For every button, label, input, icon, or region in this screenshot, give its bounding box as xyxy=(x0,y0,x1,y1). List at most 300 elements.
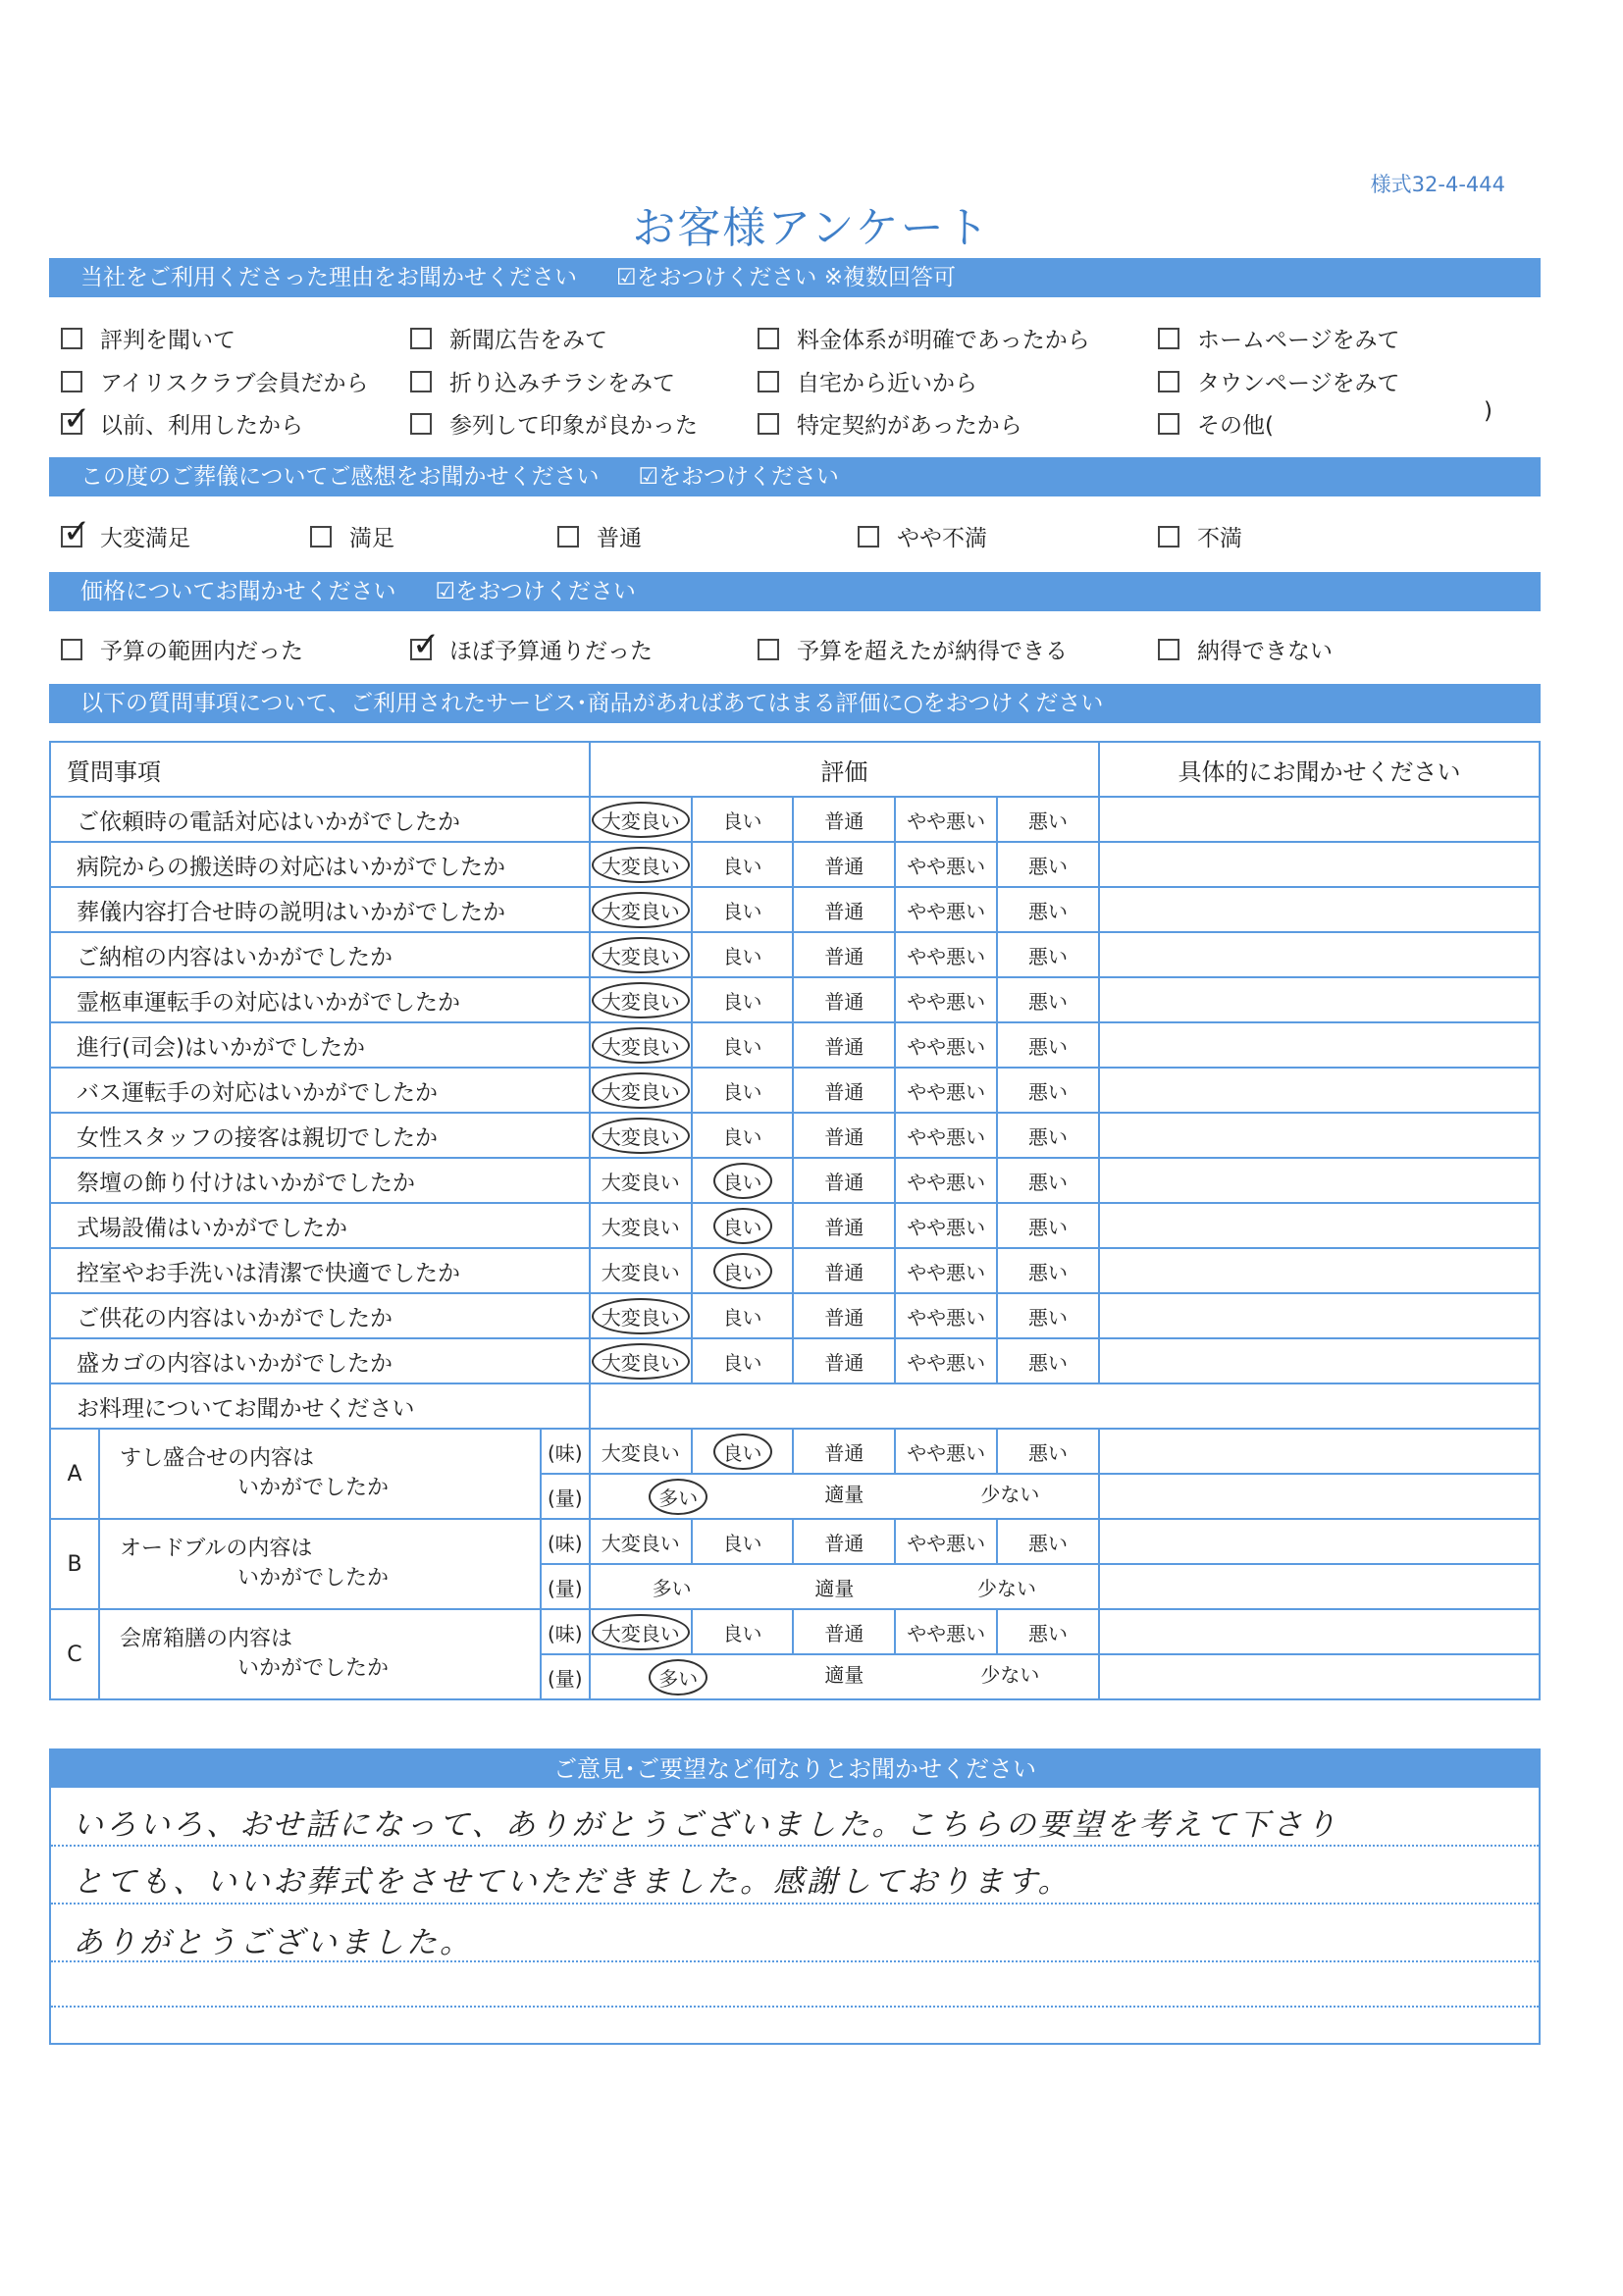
question-text: ご依頼時の電話対応はいかがでしたか xyxy=(50,797,590,842)
rating-option[interactable]: 悪い xyxy=(1028,1531,1068,1555)
rating-option[interactable]: 普通 xyxy=(824,944,864,968)
rating-option[interactable]: 普通 xyxy=(824,1124,864,1149)
rating-option[interactable]: 普通 xyxy=(824,989,864,1014)
comment-cell[interactable] xyxy=(1099,1654,1540,1699)
rating-option-cell[interactable] xyxy=(692,977,794,1022)
rating-option-circled[interactable]: 大変良い xyxy=(592,1118,690,1154)
rating-option-cell[interactable] xyxy=(692,1248,794,1293)
rating-option-cell[interactable] xyxy=(692,1293,794,1338)
rating-option-cell[interactable] xyxy=(590,1203,692,1248)
option-item[interactable] xyxy=(1158,520,1242,552)
rating-option-circled[interactable]: 大変良い xyxy=(592,802,690,838)
comment-cell[interactable] xyxy=(1099,1068,1540,1113)
section-reason-heading: 当社をご利用くださった理由をお聞かせください xyxy=(80,265,577,290)
rating-option-cell[interactable] xyxy=(895,1248,997,1293)
rating-option-cell[interactable] xyxy=(590,1113,692,1158)
rating-option[interactable]: 悪い xyxy=(1028,1215,1068,1239)
rating-option[interactable]: 普通 xyxy=(824,1621,864,1645)
checkbox[interactable] xyxy=(61,526,82,548)
rating-option-cell[interactable] xyxy=(793,977,895,1022)
rating-option-cell[interactable] xyxy=(997,1203,1099,1248)
rating-option-cell[interactable] xyxy=(590,1338,692,1383)
option-item[interactable] xyxy=(1158,365,1400,397)
rating-option-cell[interactable] xyxy=(895,1022,997,1068)
checkbox[interactable] xyxy=(758,371,779,392)
rating-option-cell[interactable] xyxy=(895,1158,997,1203)
option-item[interactable] xyxy=(858,520,987,552)
rating-option[interactable]: 良い xyxy=(722,1350,762,1375)
comment-cell[interactable] xyxy=(1099,977,1540,1022)
rating-option-cell[interactable] xyxy=(895,842,997,887)
option-item[interactable] xyxy=(410,322,607,354)
rating-option[interactable]: 悪い xyxy=(1028,899,1068,923)
rating-option-cell[interactable] xyxy=(997,1609,1099,1654)
rating-option[interactable]: 悪い xyxy=(1028,1124,1068,1149)
rating-option-cell[interactable] xyxy=(997,1338,1099,1383)
rating-option[interactable]: 良い xyxy=(722,1621,762,1645)
rating-option[interactable]: 悪い xyxy=(1028,1034,1068,1059)
taste-tag: (味) xyxy=(541,1519,590,1564)
section-rating-header xyxy=(49,684,1541,723)
checkbox[interactable] xyxy=(1158,639,1179,660)
rating-option-cell[interactable] xyxy=(997,1068,1099,1113)
rating-option-cell[interactable] xyxy=(997,1113,1099,1158)
rating-option[interactable]: 悪い xyxy=(1028,944,1068,968)
rating-option[interactable]: 悪い xyxy=(1028,1621,1068,1645)
rating-option-circled[interactable]: 大変良い xyxy=(592,1614,690,1650)
rating-option[interactable]: 大変良い xyxy=(601,1170,680,1194)
option-item[interactable] xyxy=(758,365,977,397)
food-taste-row xyxy=(50,1429,1540,1474)
rating-option-cell[interactable] xyxy=(590,1609,692,1654)
rating-option[interactable]: 良い xyxy=(722,1124,762,1149)
food-letter: A xyxy=(50,1429,99,1519)
comment-cell[interactable] xyxy=(1099,1474,1540,1519)
comment-cell[interactable] xyxy=(1099,842,1540,887)
comment-cell[interactable] xyxy=(1099,1293,1540,1338)
rating-option[interactable]: 普通 xyxy=(824,1170,864,1194)
rating-option[interactable]: 普通 xyxy=(824,1260,864,1284)
checkbox[interactable] xyxy=(758,413,779,435)
amount-option[interactable]: 少ない xyxy=(980,1482,1040,1506)
rating-option-cell[interactable] xyxy=(590,932,692,977)
rating-table xyxy=(49,741,1541,1700)
question-text: ご納棺の内容はいかがでしたか xyxy=(50,932,590,977)
checkbox[interactable] xyxy=(410,413,432,435)
comment-line-2: とても、いいお葬式をさせていただきました。感謝しております。 xyxy=(73,1864,1072,1900)
other-close-paren: ) xyxy=(1484,398,1492,424)
rating-option[interactable]: 悪い xyxy=(1028,809,1068,833)
rating-option[interactable]: 普通 xyxy=(824,1440,864,1465)
rating-option[interactable]: 良い xyxy=(722,1531,762,1555)
comment-cell[interactable] xyxy=(1099,1158,1540,1203)
rating-option-cell[interactable] xyxy=(692,1609,794,1654)
rating-option-cell[interactable] xyxy=(895,1113,997,1158)
rating-option-circled[interactable]: 大変良い xyxy=(592,982,690,1018)
rating-option[interactable]: 良い xyxy=(722,899,762,923)
rating-option[interactable]: 良い xyxy=(722,944,762,968)
rating-option[interactable]: やや悪い xyxy=(907,1079,986,1104)
rating-row xyxy=(50,1068,1540,1113)
rating-option[interactable]: やや悪い xyxy=(907,1124,986,1149)
rating-option[interactable]: 悪い xyxy=(1028,1440,1068,1465)
rating-option[interactable]: やや悪い xyxy=(907,1305,986,1330)
option-label: 不満 xyxy=(1197,526,1242,551)
food-taste-row xyxy=(50,1609,1540,1654)
rating-option[interactable]: 大変良い xyxy=(601,1215,680,1239)
rating-option-cell[interactable] xyxy=(793,1022,895,1068)
option-item[interactable] xyxy=(410,365,675,397)
comment-cell[interactable] xyxy=(1099,1564,1540,1609)
rating-option-cell[interactable] xyxy=(997,1293,1099,1338)
rating-option-cell[interactable] xyxy=(793,887,895,932)
rating-option[interactable]: 良い xyxy=(722,989,762,1014)
question-text: 病院からの搬送時の対応はいかがでしたか xyxy=(50,842,590,887)
rating-option-cell[interactable] xyxy=(793,1519,895,1564)
option-label: 参列して印象が良かった xyxy=(449,413,698,439)
rating-option-cell[interactable] xyxy=(793,1068,895,1113)
rating-option-cell[interactable] xyxy=(997,887,1099,932)
rating-option-cell[interactable] xyxy=(895,1519,997,1564)
rating-option[interactable]: 悪い xyxy=(1028,1260,1068,1284)
rating-option-cell[interactable] xyxy=(590,887,692,932)
form-number: 様式32-4-444 xyxy=(1370,173,1505,196)
amount-option[interactable]: 多い xyxy=(652,1576,692,1600)
rating-option[interactable]: 普通 xyxy=(824,1531,864,1555)
checkbox[interactable] xyxy=(1158,328,1179,349)
rating-option[interactable]: 普通 xyxy=(824,809,864,833)
rating-option-cell[interactable] xyxy=(590,797,692,842)
option-item[interactable] xyxy=(61,365,368,397)
rating-option-cell[interactable] xyxy=(692,1203,794,1248)
rating-option[interactable]: 良い xyxy=(722,1034,762,1059)
question-text: 進行(司会)はいかがでしたか xyxy=(50,1022,590,1068)
rating-option[interactable]: 普通 xyxy=(824,1079,864,1104)
rating-option-cell[interactable] xyxy=(895,977,997,1022)
amount-tag: (量) xyxy=(541,1474,590,1519)
rating-option-cell[interactable] xyxy=(590,977,692,1022)
comment-cell[interactable] xyxy=(1099,887,1540,932)
rating-option-cell[interactable] xyxy=(895,1609,997,1654)
rating-option-cell[interactable] xyxy=(895,797,997,842)
rating-option-cell[interactable] xyxy=(997,797,1099,842)
checkbox[interactable] xyxy=(61,639,82,660)
rating-row xyxy=(50,1293,1540,1338)
section-price-hint: ☑をおつけください xyxy=(435,579,636,604)
rating-option[interactable]: やや悪い xyxy=(907,1531,986,1555)
rating-option-cell[interactable] xyxy=(997,1248,1099,1293)
rating-option[interactable]: 普通 xyxy=(824,1350,864,1375)
checkbox[interactable] xyxy=(61,371,82,392)
rating-option[interactable]: 悪い xyxy=(1028,989,1068,1014)
amount-option[interactable]: 少ない xyxy=(980,1662,1040,1687)
rating-option-cell[interactable] xyxy=(692,1429,794,1474)
option-item[interactable] xyxy=(410,633,653,665)
rating-option[interactable]: 普通 xyxy=(824,899,864,923)
comment-cell[interactable] xyxy=(1099,1113,1540,1158)
rating-option-circled[interactable]: 良い xyxy=(713,1163,772,1199)
comment-cell[interactable] xyxy=(1099,1248,1540,1293)
question-text: 女性スタッフの接客は親切でしたか xyxy=(50,1113,590,1158)
rating-option[interactable]: 良い xyxy=(722,1305,762,1330)
rating-option-circled[interactable]: 大変良い xyxy=(592,1298,690,1334)
food-letter: B xyxy=(50,1519,99,1609)
option-label: 評判を聞いて xyxy=(100,328,236,353)
checkbox[interactable] xyxy=(410,328,432,349)
rating-option[interactable]: 良い xyxy=(722,809,762,833)
rating-option[interactable]: やや悪い xyxy=(907,1350,986,1375)
option-label: 以前、利用したから xyxy=(100,413,303,439)
rating-option-cell[interactable] xyxy=(692,1158,794,1203)
amount-option-circled[interactable]: 多い xyxy=(649,1479,707,1515)
rating-option[interactable]: やや悪い xyxy=(907,1440,986,1465)
question-text: ご供花の内容はいかがでしたか xyxy=(50,1293,590,1338)
rating-option[interactable]: やや悪い xyxy=(907,1260,986,1284)
food-heading: お料理についてお聞かせください xyxy=(50,1383,590,1429)
rating-option[interactable]: 悪い xyxy=(1028,854,1068,878)
option-item[interactable] xyxy=(1158,633,1333,665)
rating-option[interactable]: 普通 xyxy=(824,854,864,878)
col-question-header: 質問事項 xyxy=(50,742,590,797)
question-text: 控室やお手洗いは清潔で快適でしたか xyxy=(50,1248,590,1293)
rating-option[interactable]: 普通 xyxy=(824,1034,864,1059)
rating-option-cell[interactable] xyxy=(997,1519,1099,1564)
food-question-line2: いかがでしたか xyxy=(236,1566,389,1591)
option-label: 折り込みチラシをみて xyxy=(449,371,675,396)
rating-option-cell[interactable] xyxy=(895,887,997,932)
rating-option-cell[interactable] xyxy=(895,1068,997,1113)
rating-row xyxy=(50,1022,1540,1068)
rating-option-cell[interactable] xyxy=(692,1338,794,1383)
amount-options xyxy=(590,1564,1099,1609)
rating-option-cell[interactable] xyxy=(793,1338,895,1383)
rating-option[interactable]: やや悪い xyxy=(907,989,986,1014)
rating-option-cell[interactable] xyxy=(793,1248,895,1293)
food-heading-blank xyxy=(590,1383,1540,1429)
checkbox[interactable] xyxy=(410,639,432,660)
rating-option-cell[interactable] xyxy=(895,1203,997,1248)
rating-option-cell[interactable] xyxy=(692,1113,794,1158)
rating-option-cell[interactable] xyxy=(997,977,1099,1022)
rating-option[interactable]: やや悪い xyxy=(907,1215,986,1239)
rating-option[interactable]: 悪い xyxy=(1028,1079,1068,1104)
option-label: 自宅から近いから xyxy=(797,371,977,396)
rating-row xyxy=(50,1248,1540,1293)
question-text: 式場設備はいかがでしたか xyxy=(50,1203,590,1248)
checkbox[interactable] xyxy=(557,526,579,548)
rating-option-circled[interactable]: 良い xyxy=(713,1253,772,1289)
rating-row xyxy=(50,977,1540,1022)
rating-option-cell[interactable] xyxy=(692,932,794,977)
rating-option-cell[interactable] xyxy=(590,842,692,887)
rating-option-cell[interactable] xyxy=(793,1113,895,1158)
rating-option-cell[interactable] xyxy=(895,1429,997,1474)
rating-option-cell[interactable] xyxy=(692,1519,794,1564)
comment-cell[interactable] xyxy=(1099,797,1540,842)
rating-option[interactable]: 悪い xyxy=(1028,1305,1068,1330)
amount-option[interactable]: 適量 xyxy=(824,1482,864,1506)
rating-option[interactable]: やや悪い xyxy=(907,1170,986,1194)
option-label: やや不満 xyxy=(897,526,987,551)
checkbox[interactable] xyxy=(61,413,82,435)
comment-rule xyxy=(51,1960,1539,1962)
option-item[interactable] xyxy=(61,633,303,665)
food-question-line1: 会席箱膳の内容は xyxy=(119,1627,292,1651)
rating-option-cell[interactable] xyxy=(590,1429,692,1474)
rating-option-circled[interactable]: 大変良い xyxy=(592,937,690,973)
comment-cell[interactable] xyxy=(1099,932,1540,977)
rating-option-cell[interactable] xyxy=(895,932,997,977)
food-question-line2: いかがでしたか xyxy=(236,1656,389,1681)
comment-rule xyxy=(51,1903,1539,1905)
section-reason-header xyxy=(49,258,1541,297)
question-text: 祭壇の飾り付けはいかがでしたか xyxy=(50,1158,590,1203)
checkbox[interactable] xyxy=(758,639,779,660)
rating-option-cell[interactable] xyxy=(793,1609,895,1654)
checkbox[interactable] xyxy=(410,371,432,392)
checkbox[interactable] xyxy=(758,328,779,349)
rating-option-cell[interactable] xyxy=(590,1248,692,1293)
rating-option[interactable]: 良い xyxy=(722,854,762,878)
comment-rule xyxy=(51,1845,1539,1847)
option-item[interactable] xyxy=(410,407,698,440)
rating-option-cell[interactable] xyxy=(692,1068,794,1113)
rating-row xyxy=(50,797,1540,842)
rating-option-cell[interactable] xyxy=(793,932,895,977)
food-question-line2: いかがでしたか xyxy=(236,1476,389,1500)
food-question-line1: すし盛合せの内容は xyxy=(119,1446,314,1471)
rating-option-circled[interactable]: 大変良い xyxy=(592,847,690,883)
rating-option-circled[interactable]: 大変良い xyxy=(592,1343,690,1380)
option-label: 特定契約があったから xyxy=(797,413,1022,439)
rating-option[interactable]: 大変良い xyxy=(601,1531,680,1555)
amount-option[interactable]: 適量 xyxy=(824,1662,864,1687)
amount-option[interactable]: 少ない xyxy=(977,1576,1037,1600)
option-label: 新聞広告をみて xyxy=(449,328,607,353)
checkbox[interactable] xyxy=(61,328,82,349)
comments-heading: ご意見･ご要望など何なりとお聞かせください xyxy=(51,1750,1539,1788)
rating-option-cell[interactable] xyxy=(793,1293,895,1338)
food-question xyxy=(99,1429,541,1519)
option-label: 納得できない xyxy=(1197,639,1333,664)
rating-option[interactable]: 良い xyxy=(722,1079,762,1104)
food-question xyxy=(99,1609,541,1699)
comment-cell[interactable] xyxy=(1099,1338,1540,1383)
rating-option[interactable]: やや悪い xyxy=(907,1621,986,1645)
option-item[interactable] xyxy=(758,322,1090,354)
amount-option-circled[interactable]: 多い xyxy=(649,1659,707,1696)
rating-option-cell[interactable] xyxy=(590,1068,692,1113)
rating-option-cell[interactable] xyxy=(692,887,794,932)
option-label: 予算を超えたが納得できる xyxy=(797,639,1068,664)
taste-tag: (味) xyxy=(541,1429,590,1474)
checkbox[interactable] xyxy=(1158,413,1179,435)
option-item[interactable] xyxy=(758,633,1068,665)
rating-option-cell[interactable] xyxy=(590,1519,692,1564)
rating-option[interactable]: 大変良い xyxy=(601,1440,680,1465)
comment-cell[interactable] xyxy=(1099,1519,1540,1564)
rating-option[interactable]: やや悪い xyxy=(907,1034,986,1059)
comment-cell[interactable] xyxy=(1099,1022,1540,1068)
rating-option-cell[interactable] xyxy=(793,797,895,842)
rating-option-cell[interactable] xyxy=(997,1022,1099,1068)
rating-option-cell[interactable] xyxy=(793,842,895,887)
section-rating-heading: 以下の質問事項について、ご利用されたサービス･商品があればあてはまる評価に○をおつけください xyxy=(80,691,1104,716)
rating-option-cell[interactable] xyxy=(997,932,1099,977)
rating-option-cell[interactable] xyxy=(793,1203,895,1248)
rating-option-cell[interactable] xyxy=(692,1022,794,1068)
option-label: 普通 xyxy=(597,526,642,551)
rating-option[interactable]: やや悪い xyxy=(907,944,986,968)
rating-option[interactable]: やや悪い xyxy=(907,809,986,833)
rating-row xyxy=(50,842,1540,887)
option-item[interactable] xyxy=(61,520,190,552)
option-item[interactable] xyxy=(61,322,236,354)
rating-option-cell[interactable] xyxy=(692,797,794,842)
rating-option-cell[interactable] xyxy=(590,1022,692,1068)
rating-option-cell[interactable] xyxy=(997,842,1099,887)
option-item[interactable] xyxy=(61,407,303,440)
rating-option[interactable]: 普通 xyxy=(824,1215,864,1239)
rating-option-circled[interactable]: 大変良い xyxy=(592,892,690,928)
amount-option[interactable]: 適量 xyxy=(814,1576,855,1600)
rating-option[interactable]: 普通 xyxy=(824,1305,864,1330)
checkbox[interactable] xyxy=(1158,371,1179,392)
comment-cell[interactable] xyxy=(1099,1609,1540,1654)
rating-option-cell[interactable] xyxy=(793,1429,895,1474)
amount-tag: (量) xyxy=(541,1654,590,1699)
option-item[interactable] xyxy=(310,520,394,552)
checkbox[interactable] xyxy=(310,526,332,548)
rating-option-circled[interactable]: 良い xyxy=(713,1208,772,1244)
rating-option-cell[interactable] xyxy=(793,1158,895,1203)
option-item[interactable] xyxy=(1158,322,1400,354)
option-label: ホームページをみて xyxy=(1197,328,1400,353)
rating-option-cell[interactable] xyxy=(895,1338,997,1383)
rating-option[interactable]: 悪い xyxy=(1028,1170,1068,1194)
comment-cell[interactable] xyxy=(1099,1429,1540,1474)
rating-option-cell[interactable] xyxy=(997,1429,1099,1474)
section-price-heading: 価格についてお聞かせください xyxy=(80,579,396,604)
food-question-line1: オードブルの内容は xyxy=(119,1537,313,1561)
comment-cell[interactable] xyxy=(1099,1203,1540,1248)
rating-option-cell[interactable] xyxy=(590,1158,692,1203)
checkbox[interactable] xyxy=(858,526,879,548)
rating-option[interactable]: 悪い xyxy=(1028,1350,1068,1375)
col-rating-header: 評価 xyxy=(590,742,1099,797)
comment-line-3: ありがとうございました。 xyxy=(73,1925,473,1960)
col-comment-header: 具体的にお聞かせください xyxy=(1099,742,1540,797)
question-text: 盛カゴの内容はいかがでしたか xyxy=(50,1338,590,1383)
option-label: その他( xyxy=(1197,413,1274,439)
rating-option-cell[interactable] xyxy=(590,1293,692,1338)
option-item[interactable] xyxy=(557,520,642,552)
rating-option[interactable]: 大変良い xyxy=(601,1260,680,1284)
rating-option-circled[interactable]: 大変良い xyxy=(592,1027,690,1064)
rating-option-cell[interactable] xyxy=(997,1158,1099,1203)
checkbox[interactable] xyxy=(1158,526,1179,548)
rating-option-circled[interactable]: 大変良い xyxy=(592,1072,690,1109)
rating-option-cell[interactable] xyxy=(692,842,794,887)
option-item[interactable] xyxy=(1158,407,1274,440)
rating-option-circled[interactable]: 良い xyxy=(713,1434,772,1470)
option-item[interactable] xyxy=(758,407,1022,440)
rating-option[interactable]: やや悪い xyxy=(907,854,986,878)
rating-option-cell[interactable] xyxy=(895,1293,997,1338)
section-price-header xyxy=(49,572,1541,611)
rating-row xyxy=(50,1113,1540,1158)
rating-option[interactable]: やや悪い xyxy=(907,899,986,923)
